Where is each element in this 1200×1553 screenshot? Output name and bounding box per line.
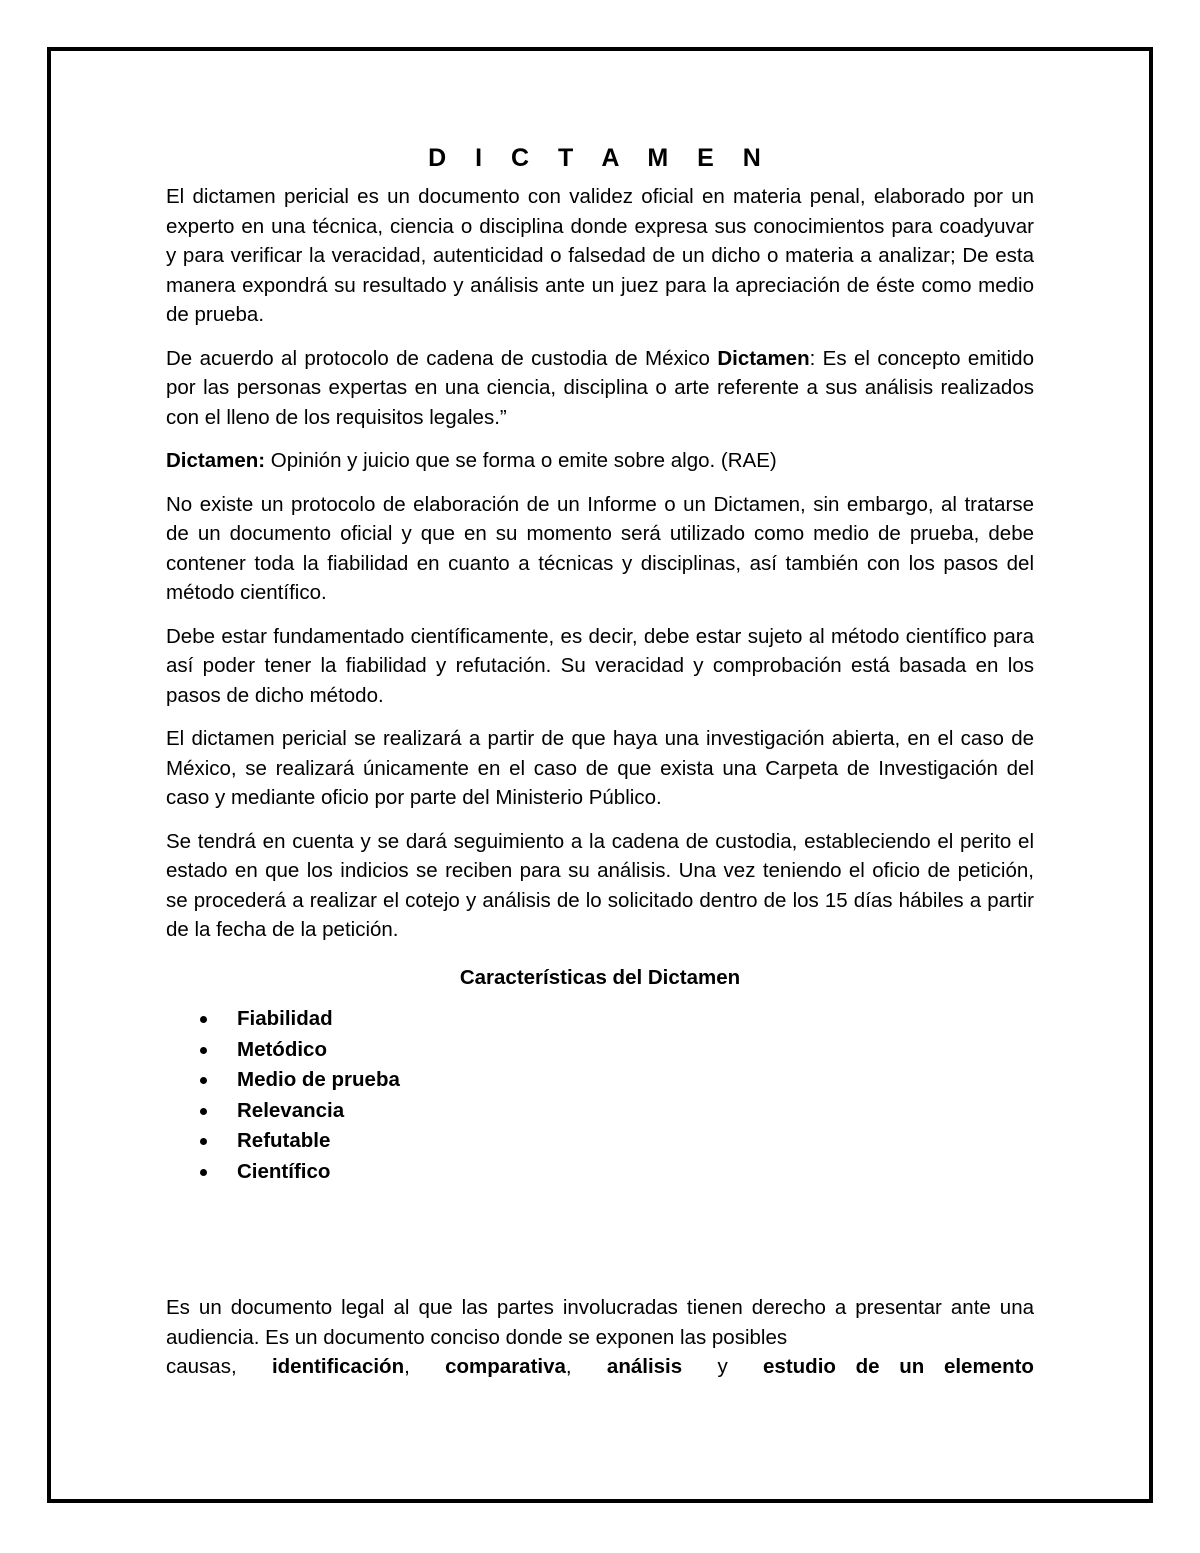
list-item <box>200 1096 1034 1127</box>
comma: , <box>565 1355 572 1378</box>
document-title: D I C T A M E N <box>428 144 772 172</box>
paragraph-rae-bold: Dictamen: <box>166 449 266 472</box>
bullet-icon <box>200 1016 207 1023</box>
paragraph-protocol-suffix: : Es el concepto emitido por las personas expertas en una ciencia, disciplina o arte referente a sus análisis realizados con el lleno de los requisitos legales.” <box>166 346 1034 429</box>
term-analisis: análisis <box>606 1355 683 1378</box>
list-item-label: Medio de prueba <box>237 1068 400 1091</box>
paragraph-scientific: Debe estar fundamentado científicamente, es decir, debe estar sujeto al método científico para así poder tener la fiabilidad y refutación. Su veracidad y comprobación está basada en los pasos de dicho método. <box>166 624 1034 707</box>
bullet-icon <box>200 1138 207 1145</box>
paragraph-investigation: El dictamen pericial se realizará a partir de que haya una investigación abierta, en el caso de México, se realizará únicamente en el caso de que exista una Carpeta de Investigación del caso y mediante oficio por parte del Ministerio Público. <box>166 727 1034 809</box>
term-comparativa <box>445 1352 571 1382</box>
term-identificacion-bold: identificación <box>271 1355 405 1378</box>
list-item <box>200 1035 1034 1066</box>
term-comparativa-bold: comparativa <box>445 1355 566 1378</box>
comma: , <box>404 1355 410 1378</box>
paragraph-protocol-prefix: De acuerdo al protocolo de cadena de custodia de México <box>166 346 718 370</box>
features-list <box>166 1004 1034 1187</box>
document-body <box>166 140 1034 1382</box>
bullet-icon <box>200 1047 207 1054</box>
list-item <box>200 1004 1034 1035</box>
list-item <box>200 1065 1034 1096</box>
bullet-icon <box>200 1108 207 1115</box>
list-item-label: Metódico <box>237 1037 327 1061</box>
paragraph-rae-text: Opinión y juicio que se forma o emite sobre algo. (RAE) <box>265 449 777 472</box>
paragraph-definition: El dictamen pericial es un documento con validez oficial en materia penal, elaborado por un experto en una técnica, ciencia o disciplina donde expresa sus conocimientos para coadyuvar y para verificar la veracidad, autenticidad o falsedad de un dicho o materia a analizar; De esta manera expondrá su resultado y análisis ante un juez para la apreciación de éste como medio de prueba. <box>166 185 1034 326</box>
list-item-label: Científico <box>237 1159 331 1183</box>
section-heading: Características del Dictamen <box>459 965 741 989</box>
word-causas: causas, <box>166 1355 237 1378</box>
paragraph-protocol <box>166 344 1034 433</box>
paragraph-no-protocol: No existe un protocolo de elaboración de un Informe o un Dictamen, sin embargo, al tratarse de un documento oficial y que en su momento será utilizado como medio de prueba, debe contener toda la fiabilidad en cuanto a técnicas y disciplinas, así también con los pasos del método científico. <box>166 492 1034 604</box>
paragraph-rae <box>166 446 1034 476</box>
bullet-icon <box>200 1077 207 1084</box>
paragraph-custody: Se tendrá en cuenta y se dará seguimiento a la cadena de custodia, estableciendo el perito el estado en que los indicios se reciben para su análisis. Una vez teniendo el oficio de petición, se procederá a realizar el cotejo y análisis de lo solicitado dentro de los 15 días hábiles a partir de la fecha de la petición. <box>166 829 1034 941</box>
list-item <box>200 1157 1034 1188</box>
term-identificacion <box>272 1352 410 1382</box>
term-estudio: estudio de un elemento <box>763 1355 1034 1378</box>
list-item <box>200 1126 1034 1157</box>
paragraph-legal-text: Es un documento legal al que las partes involucradas tienen derecho a presentar ante una audiencia. Es un documento conciso donde se exponen las posibles <box>166 1296 1034 1349</box>
word-y: y <box>717 1355 728 1378</box>
paragraph-protocol-bold: Dictamen <box>717 346 810 370</box>
spacer <box>166 1187 1034 1293</box>
paragraph-legal-last-line <box>166 1352 1034 1382</box>
bullet-icon <box>200 1169 207 1176</box>
list-item-label: Fiabilidad <box>237 1007 333 1030</box>
list-item-label: Relevancia <box>237 1098 345 1122</box>
list-item-label: Refutable <box>237 1129 331 1152</box>
paragraph-legal <box>166 1293 1034 1382</box>
